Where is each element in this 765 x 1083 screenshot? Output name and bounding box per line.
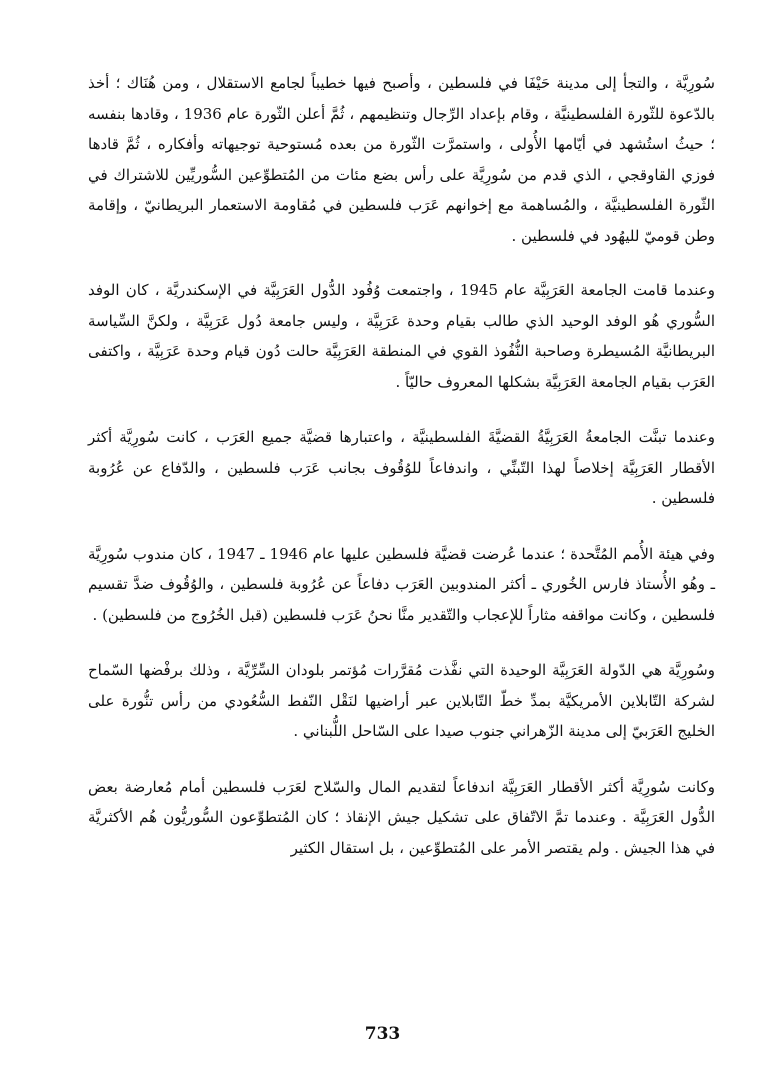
- paragraph-5: وسُورِيَّة هي الدّولة العَرَبِيَّة الوحيدة التي نفَّذت مُقرَّرات مُؤتمر بلودان السِّرِّيَّة ، وذلك برفْضها السّماح لشركة التّابلاين الأمريكيَّة بمدِّ خطّ التّابلاين عبر أراضيها لنَقْل النّفط السُّعُودي من رأس تنُّورة على الخليج العَرَبيّ إلى مدينة الزّهراني جنوب صيدا على السّاحل اللُّبناني .: [88, 661, 715, 740]
- paragraph-4: وفي هيئة الأُمم المُتَّحدة ؛ عندما عُرضت قضيَّة فلسطين عليها عام 1946 ـ 1947 ، كان مندوب سُورِيَّة ـ وهُو الأُستاذ فارس الخُوري ـ أكثر المندوبين العَرَب دفاعاً عن عُرُوبة فلسطين ، والوُقُوف ضدَّ تقسيم فلسطين ، وكانت مواقفه مثاراً للإعجاب والتّقدير منَّا نحنُ عَرَب فلسطين (قبل الخُرُوج من فلسطين) .: [88, 544, 716, 624]
- page-body: [88, 68, 715, 863]
- paragraph-2: وعندما قامت الجامعة العَرَبِيَّة عام 1945 ، واجتمعت وُفُود الدُّول العَرَبِيَّة في الإسكندريَّة ، كان الوفد السُّوري هُو الوفد الوحيد الذي طالب بقيام وحدة عَرَبِيَّة ، وليس جامعة دُول عَرَبِيَّة ، ولكنَّ السِّياسة البريطانيَّة المُسيطرة وصاحبة النُّفُوذ القوي في المنطقة العَرَبِيَّة حالت دُون قيام وحدة عَرَبِيَّة ، واكتفى العَرَب بقيام الجامعة العَرَبِيَّة بشكلها المعروف حاليّاً .: [88, 281, 715, 391]
- paragraph-1: سُورِيَّة ، والتجأ إلى مدينة حَيْفَا في فلسطين ، وأصبح فيها خطيباً لجامع الاستقلال ، ومن هُنَاك ؛ أخذ بالدّعوة للثّورة الفلسطينيَّة ، وقام بإعداد الرِّجال وتنظيمهم ، ثُمَّ أعلن الثّورة عام 1936 ، وقادها بنفسه ؛ حيثُ استُشهد في أيّامها الأُولى ، واستمرَّت الثّورة من بعده مُستوحية توجيهاته وأفكاره ، ثُمَّ قادها فوزي القاوقجي ، الذي قدم من سُورِيَّة على رأس بضع مئات من المُتطوِّعين السُّوريِّين للاشتراك في الثّورة الفلسطينيَّة ، والمُساهمة مع إخوانهم عَرَب فلسطين في مُقاومة الاستعمار البريطانيّ ، وإقامة وطن قوميّ لليهُود في فلسطين .: [88, 74, 715, 245]
- paragraph-6: وكانت سُورِيَّة أكثر الأقطار العَرَبِيَّة اندفاعاً لتقديم المال والسّلاح لعَرَب فلسطين أمام مُعارضة بعض الدُّول العَرَبِيَّة . وعندما تمَّ الاتّفاق على تشكيل جيش الإنقاذ ؛ كان المُتطوِّعون السُّوريُّون هُم الأكثريَّة في هذا الجيش . ولم يقتصر الأمر على المُتطوِّعين ، بل استقال الكثير: [88, 777, 715, 857]
- paragraph-3: وعندما تبنَّت الجامعةُ العَرَبِيَّةُ القضيَّةَ الفلسطينيَّة ، واعتبارها قضيَّة جميع العَرَب ، كانت سُورِيَّة أكثر الأقطار العَرَبِيَّة إخلاصاً لهذا التّبنِّي ، واندفاعاً للوُقُوف بجانب عَرَب فلسطين ، والدّفاع عن عُرُوبة فلسطين .: [88, 428, 715, 507]
- page-number: 733: [364, 1024, 401, 1044]
